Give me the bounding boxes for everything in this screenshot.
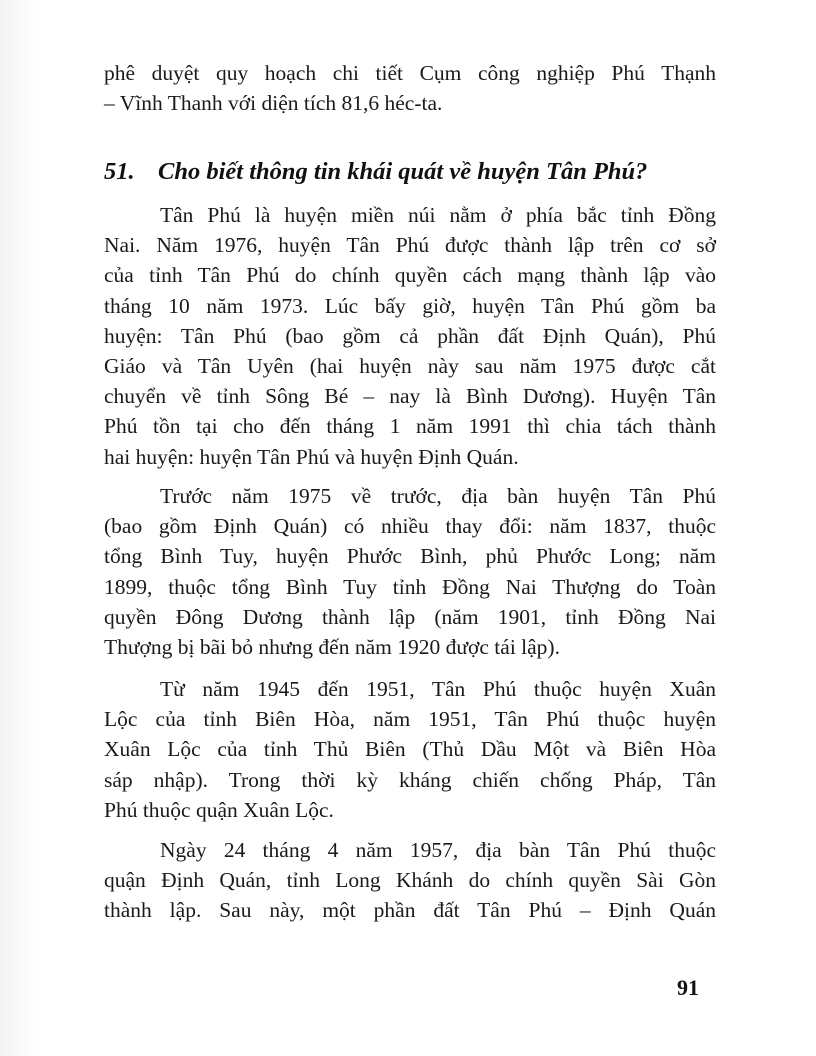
text-line: Lộc của tỉnh Biên Hòa, năm 1951, Tân Phú thuộc huyện [104, 707, 716, 732]
text-line: thành lập. Sau này, một phần đất Tân Phú – Định Quán [104, 898, 716, 923]
text-line: Thượng bị bãi bỏ nhưng đến năm 1920 được tái lập). [104, 634, 560, 659]
text-line: chuyển về tỉnh Sông Bé – nay là Bình Dương). Huyện Tân [104, 384, 716, 409]
text-line: của tỉnh Tân Phú do chính quyền cách mạng thành lập vào [104, 263, 716, 288]
text-line: quyền Đông Dương thành lập (năm 1901, tỉnh Đồng Nai [104, 604, 716, 629]
text-line: Giáo và Tân Uyên (hai huyện này sau năm 1975 được cắt [104, 353, 716, 378]
paragraph-4 [104, 835, 716, 926]
page-gutter-shadow [0, 0, 38, 1056]
text-line: Nai. Năm 1976, huyện Tân Phú được thành lập trên cơ sở [104, 233, 716, 258]
text-line: 1899, thuộc tổng Bình Tuy tỉnh Đồng Nai Thượng do Toàn [104, 574, 716, 599]
text-line: Trước năm 1975 về trước, địa bàn huyện Tân Phú [160, 484, 716, 508]
text-line: Tân Phú là huyện miền núi nằm ở phía bắc tỉnh Đồng [160, 203, 716, 227]
section-heading [104, 152, 744, 192]
text-line: quận Định Quán, tỉnh Long Khánh do chính quyền Sài Gòn [104, 868, 716, 893]
paragraph-2 [104, 481, 716, 662]
text-line: tháng 10 năm 1973. Lúc bấy giờ, huyện Tân Phú gồm ba [104, 293, 716, 318]
text-line: Ngày 24 tháng 4 năm 1957, địa bàn Tân Phú thuộc [160, 838, 716, 862]
text-line: Phú tồn tại cho đến tháng 1 năm 1991 thì chia tách thành [104, 414, 716, 439]
text-line: hai huyện: huyện Tân Phú và huyện Định Quán. [104, 444, 519, 469]
text-line: – Vĩnh Thanh với diện tích 81,6 héc-ta. [104, 91, 443, 116]
paragraph-3 [104, 674, 716, 825]
section-number: 51. [104, 158, 135, 185]
paragraph-1 [104, 200, 716, 472]
section-title: Cho biết thông tin khái quát về huyện Tân Phú? [158, 158, 648, 185]
text-line: Phú thuộc quận Xuân Lộc. [104, 797, 334, 822]
text-line: huyện: Tân Phú (bao gồm cả phần đất Định Quán), Phú [104, 323, 716, 348]
text-line: Xuân Lộc của tỉnh Thủ Biên (Thủ Dầu Một và Biên Hòa [104, 737, 716, 762]
intro-paragraph [104, 58, 716, 118]
page-number: 91 [677, 975, 699, 1000]
text-line: (bao gồm Định Quán) có nhiều thay đổi: năm 1837, thuộc [104, 514, 716, 539]
text-line: sáp nhập). Trong thời kỳ kháng chiến chống Pháp, Tân [104, 767, 716, 792]
text-line: phê duyệt quy hoạch chi tiết Cụm công nghiệp Phú Thạnh [104, 61, 716, 85]
text-line: tổng Bình Tuy, huyện Phước Bình, phủ Phước Long; năm [104, 544, 716, 569]
text-line: Từ năm 1945 đến 1951, Tân Phú thuộc huyện Xuân [160, 677, 716, 701]
